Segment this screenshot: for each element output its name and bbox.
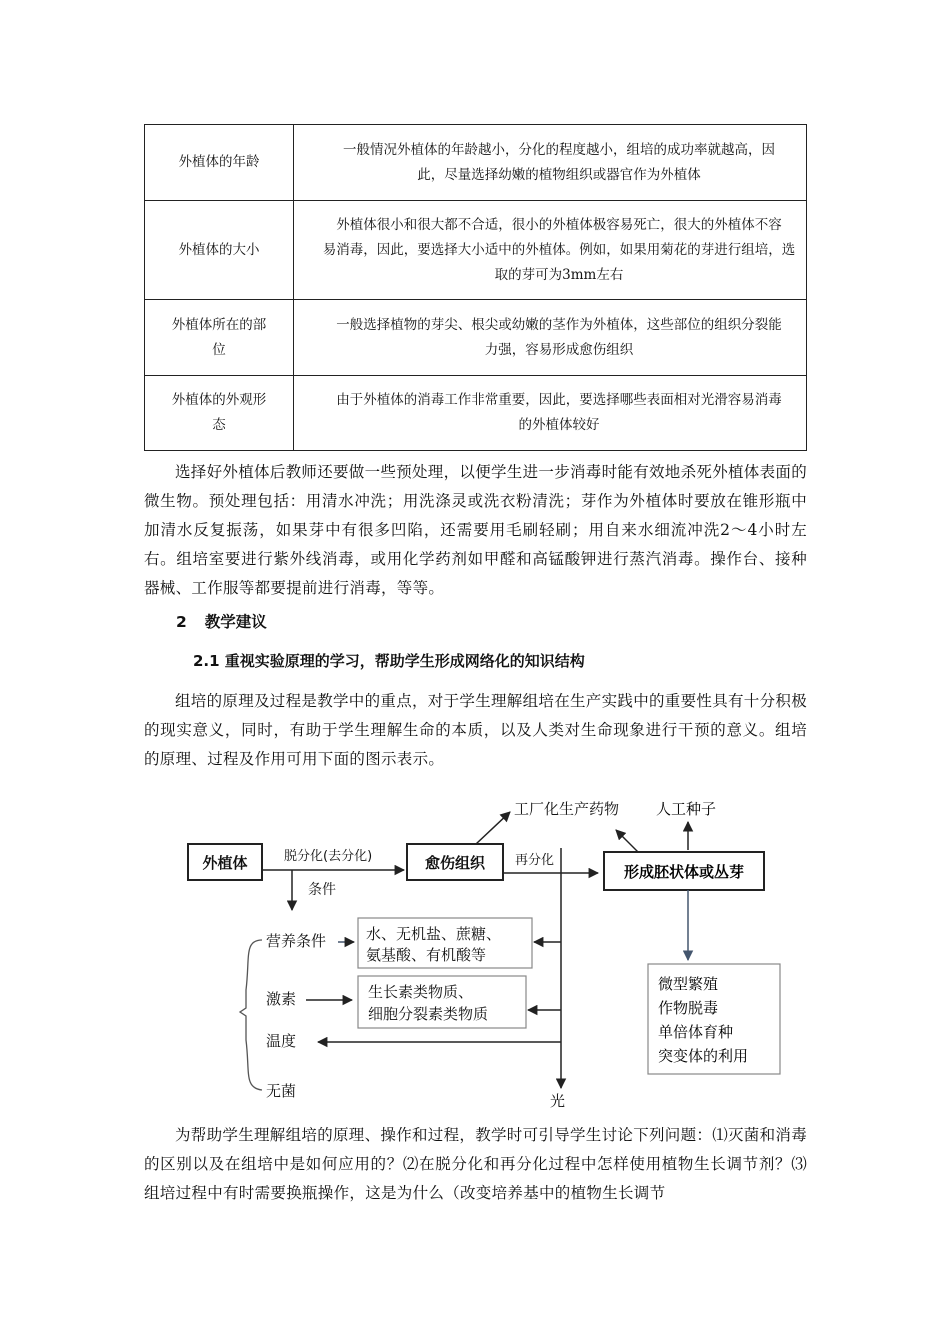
table-key-line: 外植体的外观形	[171, 392, 267, 408]
embryoid-label: 形成胚状体或丛芽	[623, 863, 745, 881]
explant-label: 外植体	[202, 854, 248, 872]
dedifferentiation-label: 脱分化(去分化)	[284, 849, 373, 864]
subsection-heading: 2.1 重视实验原理的学习，帮助学生形成网络化的知识结构	[193, 652, 585, 670]
redifferentiation-label: 再分化	[515, 853, 555, 868]
table-key-cell: 外植体的年龄	[145, 125, 294, 201]
table-row	[145, 300, 807, 376]
table-key-cell: 外植体的大小	[145, 201, 294, 300]
principle-paragraph: 组培的原理及过程是教学中的重点，对于学生理解组培在生产实践中的重要性具有十分积极的现实意义，同时，有助于学生理解生命的本质，以及人类对生命现象进行干预的意义。组培的原理、过程及作用可用下面的图示表示。	[144, 692, 808, 768]
temperature-label: 温度	[266, 1032, 297, 1050]
factory-label: 工厂化生产药物	[514, 800, 620, 818]
discussion-paragraph: 为帮助学生理解组培的原理、操作和过程，教学时可引导学生讨论下列问题：⑴灭菌和消毒的区别以及在组培中是如何应用的？⑵在脱分化和再分化过程中怎样使用植物生长调节剂？⑶组培过程中有时需要换瓶操作，这是为什么（改变培养基中的植物生长调节	[144, 1126, 808, 1202]
hormone-box-line: 生长素类物质、	[368, 983, 474, 1001]
light-label: 光	[550, 1092, 566, 1110]
table-key-line: 位	[212, 341, 226, 358]
table-key-line: 外植体所在的部	[171, 316, 267, 333]
table-text-line: 一般选择植物的芽尖、根尖或幼嫩的茎作为外植体，这些部位的组织分裂能	[336, 316, 782, 333]
table-text-line: 力强，容易形成愈伤组织	[484, 341, 634, 358]
table-key-cell	[145, 376, 294, 451]
table-text-line: 由于外植体的消毒工作非常重要，因此，要选择哪些表面相对光滑容易消毒	[336, 392, 782, 408]
sterile-label: 无菌	[266, 1082, 297, 1100]
table-row	[145, 376, 807, 451]
use-item: 单倍体育种	[658, 1023, 734, 1041]
nutrient-box-line: 水、无机盐、蔗糖、	[366, 925, 502, 943]
table-text-line: 此，尽量选择幼嫩的植物组织或器官作为外植体	[417, 166, 701, 183]
table-text-line: 取的芽可为3mm左右	[494, 266, 624, 283]
table-text-line: 的外植体较好	[518, 417, 600, 433]
hormone-box-line: 细胞分裂素类物质	[368, 1005, 489, 1023]
explant-selection-table	[144, 124, 807, 451]
conditions-brace	[240, 940, 262, 1090]
factory-arrow-from-embryoid	[616, 830, 638, 852]
table-row	[145, 201, 807, 300]
nutrient-label: 营养条件	[266, 932, 327, 950]
hormone-label: 激素	[266, 990, 297, 1008]
use-item: 突变体的利用	[658, 1047, 749, 1065]
table-text-line: 外植体很小和很大都不合适，很小的外植体极容易死亡，很大的外植体不容	[336, 216, 782, 233]
use-item: 作物脱毒	[658, 999, 719, 1017]
table-row	[145, 125, 807, 201]
table-key-line: 态	[212, 417, 226, 433]
artificial-seed-label: 人工种子	[656, 800, 717, 818]
tissue-culture-diagram	[170, 790, 640, 1110]
factory-arrow	[476, 812, 510, 844]
callus-label: 愈伤组织	[424, 854, 486, 872]
pretreatment-paragraph: 选择好外植体后教师还要做一些预处理，以便学生进一步消毒时能有效地杀死外植体表面的微生物。预处理包括：用清水冲洗；用洗涤灵或洗衣粉清洗；芽作为外植体时要放在锥形瓶中加清水反复振荡，如果芽中有很多凹陷，还需要用毛刷轻刷；用自来水细流冲洗2～4小时左右。组培室要进行紫外线消毒，或用化学药剂如甲醛和高锰酸钾进行蒸汽消毒。操作台、接种器械、工作服等都要提前进行消毒，等等。	[144, 463, 808, 597]
table-text-line: 易消毒，因此，要选择大小适中的外植体。例如，如果用菊花的芽进行组培，选	[322, 241, 796, 258]
table-value-cell	[294, 201, 807, 300]
table-text-line: 一般情况外植体的年龄越小，分化的程度越小，组培的成功率就越高，因	[343, 141, 775, 158]
table-value-cell	[294, 376, 807, 451]
use-item: 微型繁殖	[658, 975, 719, 993]
table-value-cell	[294, 300, 807, 376]
condition-label: 条件	[308, 882, 336, 898]
table-value-cell	[294, 125, 807, 201]
section-number: 2	[176, 613, 187, 631]
diagram-right-part	[598, 790, 788, 1090]
table-key-cell	[145, 300, 294, 376]
nutrient-box-line: 氨基酸、有机酸等	[366, 946, 487, 964]
section-heading	[176, 610, 267, 632]
section-title: 教学建议	[204, 613, 267, 631]
